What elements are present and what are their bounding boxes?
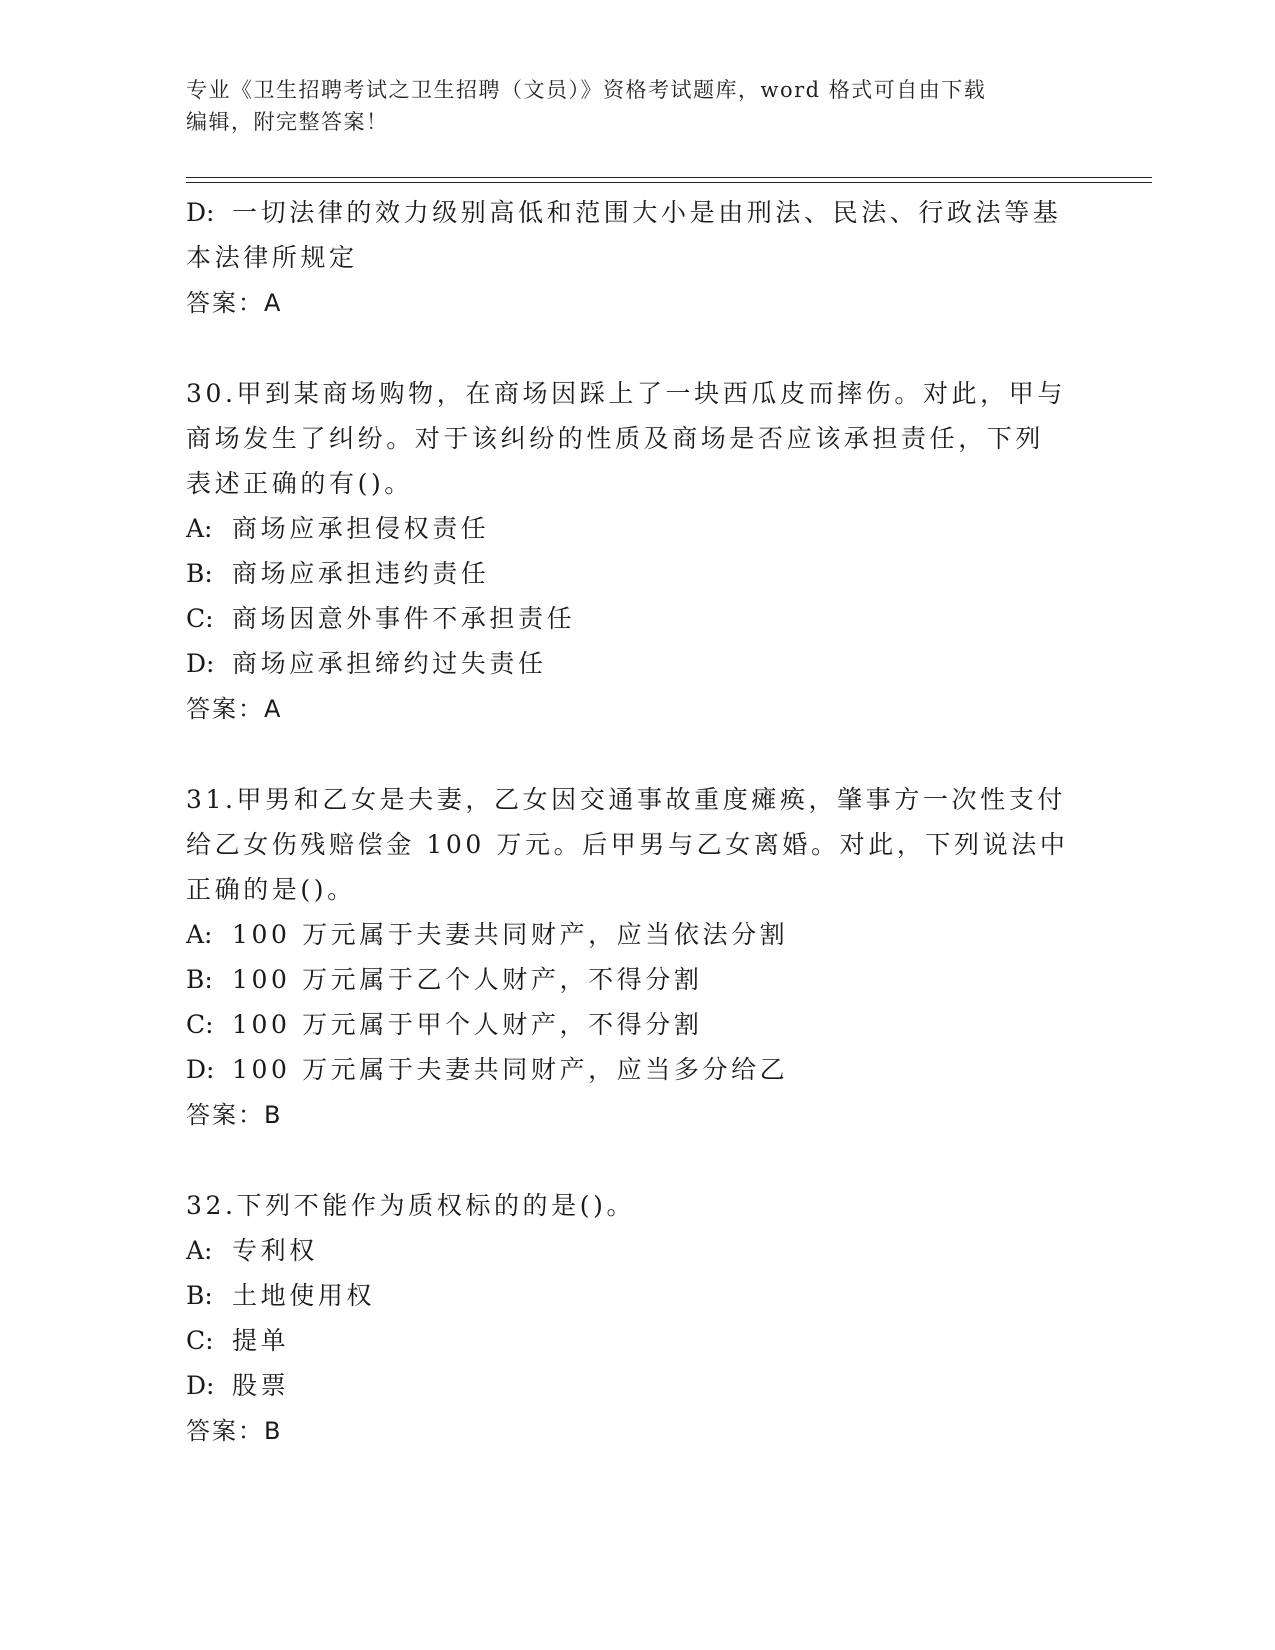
option-letter: A: [186,920,213,949]
answer-line: 答案：A [186,695,283,723]
option-d [186,1047,1086,1092]
option-c [186,1318,1086,1363]
option-text: 商场因意外事件不承担责任 [232,604,576,633]
option-text: 提单 [232,1326,290,1355]
option-c [186,1002,1086,1047]
option-letter: D: [186,1371,215,1400]
spacer [186,732,1086,777]
option-text: 100 万元属于夫妻共同财产，应当依法分割 [232,920,789,949]
option-b [186,1273,1086,1318]
option-text: 一切法律的效力级别高低和范围大小是由刑法、民法、行政法等基 [232,198,1062,227]
spacer [186,326,1086,371]
option-letter: C: [186,1326,214,1355]
stem-line: 商场发生了纠纷。对于该纠纷的性质及商场是否应该承担责任，下列 [186,424,1045,453]
option-b [186,957,1086,1002]
option-text: 商场应承担侵权责任 [232,514,490,543]
option-letter: D: [186,1055,215,1084]
stem-line: 表述正确的有()。 [186,469,413,498]
option-text: 100 万元属于甲个人财产，不得分割 [232,1010,703,1039]
question-item [186,371,1086,732]
answer-line: 答案：B [186,1101,283,1129]
question-stem [186,371,1086,506]
carryover-block [186,190,1086,326]
option-text: 土地使用权 [232,1281,376,1310]
question-list [186,190,1086,1454]
option-a [186,506,1086,551]
header-line-1: 专业《卫生招聘考试之卫生招聘（文员）》资格考试题库，word 格式可自由下载 [186,78,987,102]
option-a [186,912,1086,957]
question-item [186,777,1086,1138]
header-rule-top [186,177,1152,178]
question-stem [186,1183,1086,1228]
option-text: 100 万元属于夫妻共同财产，应当多分给乙 [232,1055,789,1084]
carryover-option-continuation: 本法律所规定 [186,243,358,272]
header-rule-bottom [186,182,1152,183]
option-letter: C: [186,1010,214,1039]
stem-line: 31.甲男和乙女是夫妻，乙女因交通事故重度瘫痪，肇事方一次性支付 [186,785,1066,814]
document-header [186,74,1086,138]
option-letter: B: [186,1281,213,1310]
stem-line: 30.甲到某商场购物，在商场因踩上了一块西瓜皮而摔伤。对此，甲与 [186,379,1066,408]
question-stem [186,777,1086,912]
option-d [186,641,1086,686]
spacer [186,1138,1086,1183]
option-text: 商场应承担缔约过失责任 [232,649,547,678]
option-letter: D: [186,198,215,227]
option-text: 股票 [232,1371,290,1400]
stem-line: 32.下列不能作为质权标的的是()。 [186,1191,636,1220]
option-d [186,1363,1086,1408]
question-item [186,1183,1086,1454]
option-letter: A: [186,514,213,543]
carryover-option-d [186,190,1086,235]
stem-line: 给乙女伤残赔偿金 100 万元。后甲男与乙女离婚。对此，下列说法中 [186,830,1069,859]
option-a [186,1228,1086,1273]
option-letter: C: [186,604,214,633]
option-text: 100 万元属于乙个人财产，不得分割 [232,965,703,994]
stem-line: 正确的是()。 [186,875,356,904]
answer-line: 答案：A [186,289,283,317]
option-text: 专利权 [232,1236,318,1265]
option-letter: D: [186,649,215,678]
option-b [186,551,1086,596]
option-letter: B: [186,965,213,994]
option-c [186,596,1086,641]
option-letter: B: [186,559,213,588]
answer-line: 答案：B [186,1417,283,1445]
header-line-2: 编辑，附完整答案！ [186,110,389,134]
option-letter: A: [186,1236,213,1265]
option-text: 商场应承担违约责任 [232,559,490,588]
